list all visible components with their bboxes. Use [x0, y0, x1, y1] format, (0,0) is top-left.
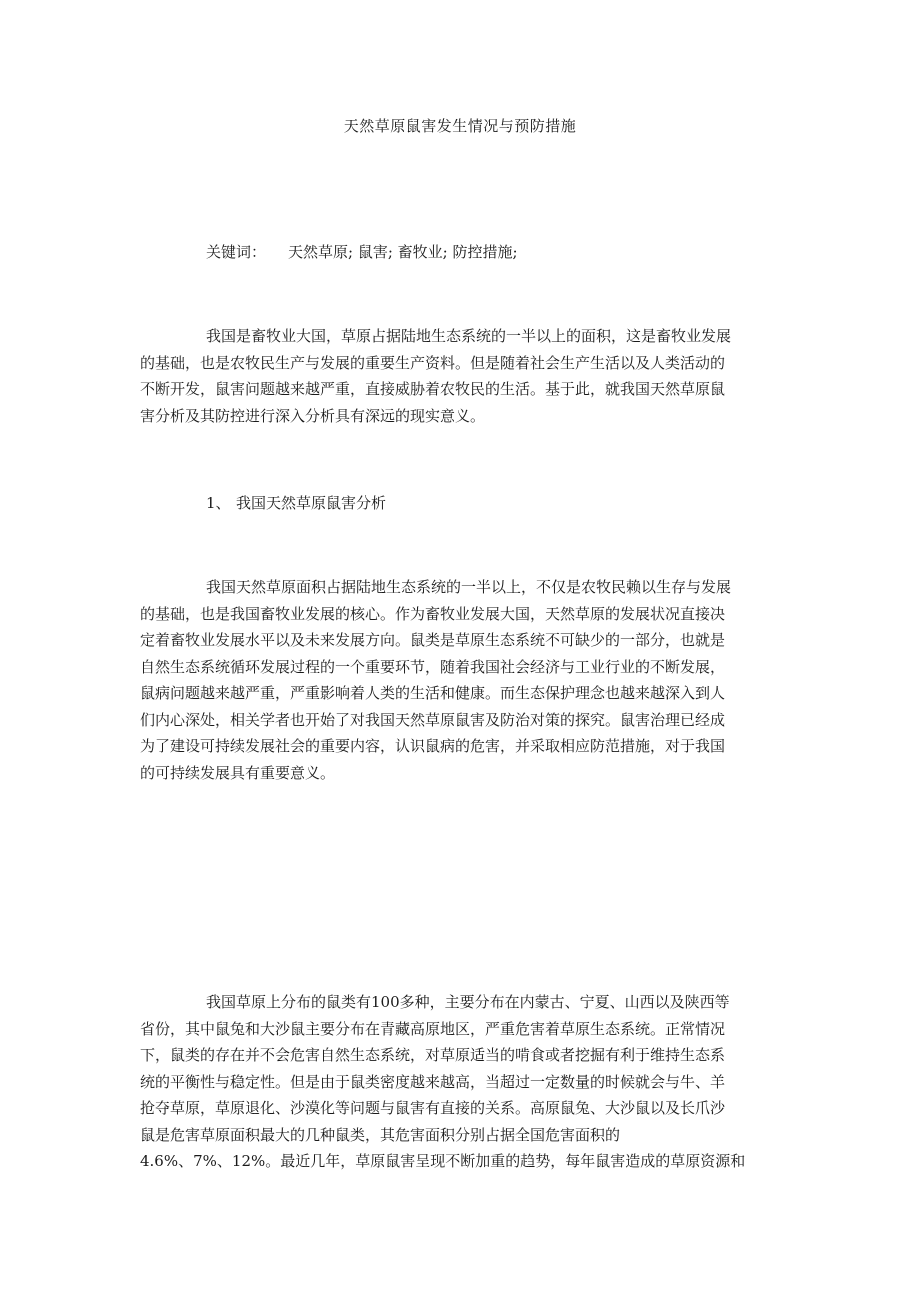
paragraph-line: 自然生态系统循环发展过程的一个重要环节，随着我国社会经济与工业行业的不断发展，	[140, 657, 726, 676]
section-heading	[206, 493, 386, 513]
paragraph-line: 4.6%、7%、12%。最近几年，草原鼠害呈现不断加重的趋势，每年鼠害造成的草原资源和	[140, 1152, 746, 1170]
keywords-value: 天然草原; 鼠害; 畜牧业; 防控措施;	[288, 243, 518, 261]
paragraph-line: 们内心深处，相关学者也开始了对我国天然草原鼠害及防治对策的探究。鼠害治理已经成	[140, 710, 726, 729]
paragraph-line: 不断开发，鼠害问题越来越严重，直接威胁着农牧民的生活。基于此，就我国天然草原鼠	[140, 380, 726, 398]
paragraph-distribution	[140, 989, 780, 1175]
section-number: 1、	[206, 494, 231, 512]
paragraph-line: 定着畜牧业发展水平以及未来发展方向。鼠类是草原生态系统不可缺少的一部分，也就是	[140, 631, 726, 649]
section-title: 我国天然草原鼠害分析	[236, 494, 387, 512]
paragraph-line: 鼠是危害草原面积最大的几种鼠类，其危害面积分别占据全国危害面积的	[140, 1125, 621, 1144]
paragraph-line: 害分析及其防控进行深入分析具有深远的现实意义。	[140, 406, 486, 425]
paragraph-line: 为了建设可持续发展社会的重要内容，认识鼠病的危害，并采取相应防范措施，对于我国	[140, 737, 726, 755]
document-title: 天然草原鼠害发生情况与预防措施	[343, 117, 577, 135]
paragraph-line: 抢夺草原，草原退化、沙漠化等问题与鼠害有直接的关系。高原鼠兔、大沙鼠以及长爪沙	[140, 1099, 726, 1117]
paragraph-line: 我国草原上分布的鼠类有100多种，主要分布在内蒙古、宁夏、山西以及陕西等	[206, 993, 730, 1011]
paragraph-line: 的基础，也是我国畜牧业发展的核心。作为畜牧业发展大国，天然草原的发展状况直接决	[140, 604, 726, 623]
paragraph-line: 下，鼠类的存在并不会危害自然生态系统，对草原适当的啃食或者挖掘有利于维持生态系	[140, 1046, 726, 1064]
paragraph-line: 我国是畜牧业大国，草原占据陆地生态系统的一半以上的面积，这是畜牧业发展	[206, 327, 732, 345]
paragraph-line: 统的平衡性与稳定性。但是由于鼠类密度越来越高，当超过一定数量的时候就会与牛、羊	[140, 1072, 726, 1091]
paragraph-line: 的可持续发展具有重要意义。	[140, 763, 336, 782]
paragraph-intro	[140, 323, 780, 429]
paragraph-line: 我国天然草原面积占据陆地生态系统的一半以上，不仅是农牧民赖以生存与发展	[206, 578, 732, 596]
paragraph-line: 鼠病问题越来越严重，严重影响着人类的生活和健康。而生态保护理念也越来越深入到人	[140, 684, 726, 702]
keywords-line	[206, 242, 518, 262]
paragraph-line: 的基础，也是农牧民生产与发展的重要生产资料。但是随着社会生产生活以及人类活动的	[140, 353, 726, 372]
paragraph-line: 省份，其中鼠兔和大沙鼠主要分布在青藏高原地区，严重危害着草原生态系统。正常情况	[140, 1019, 726, 1038]
keywords-label: 关键词：	[206, 243, 267, 261]
paragraph-analysis	[140, 574, 780, 786]
